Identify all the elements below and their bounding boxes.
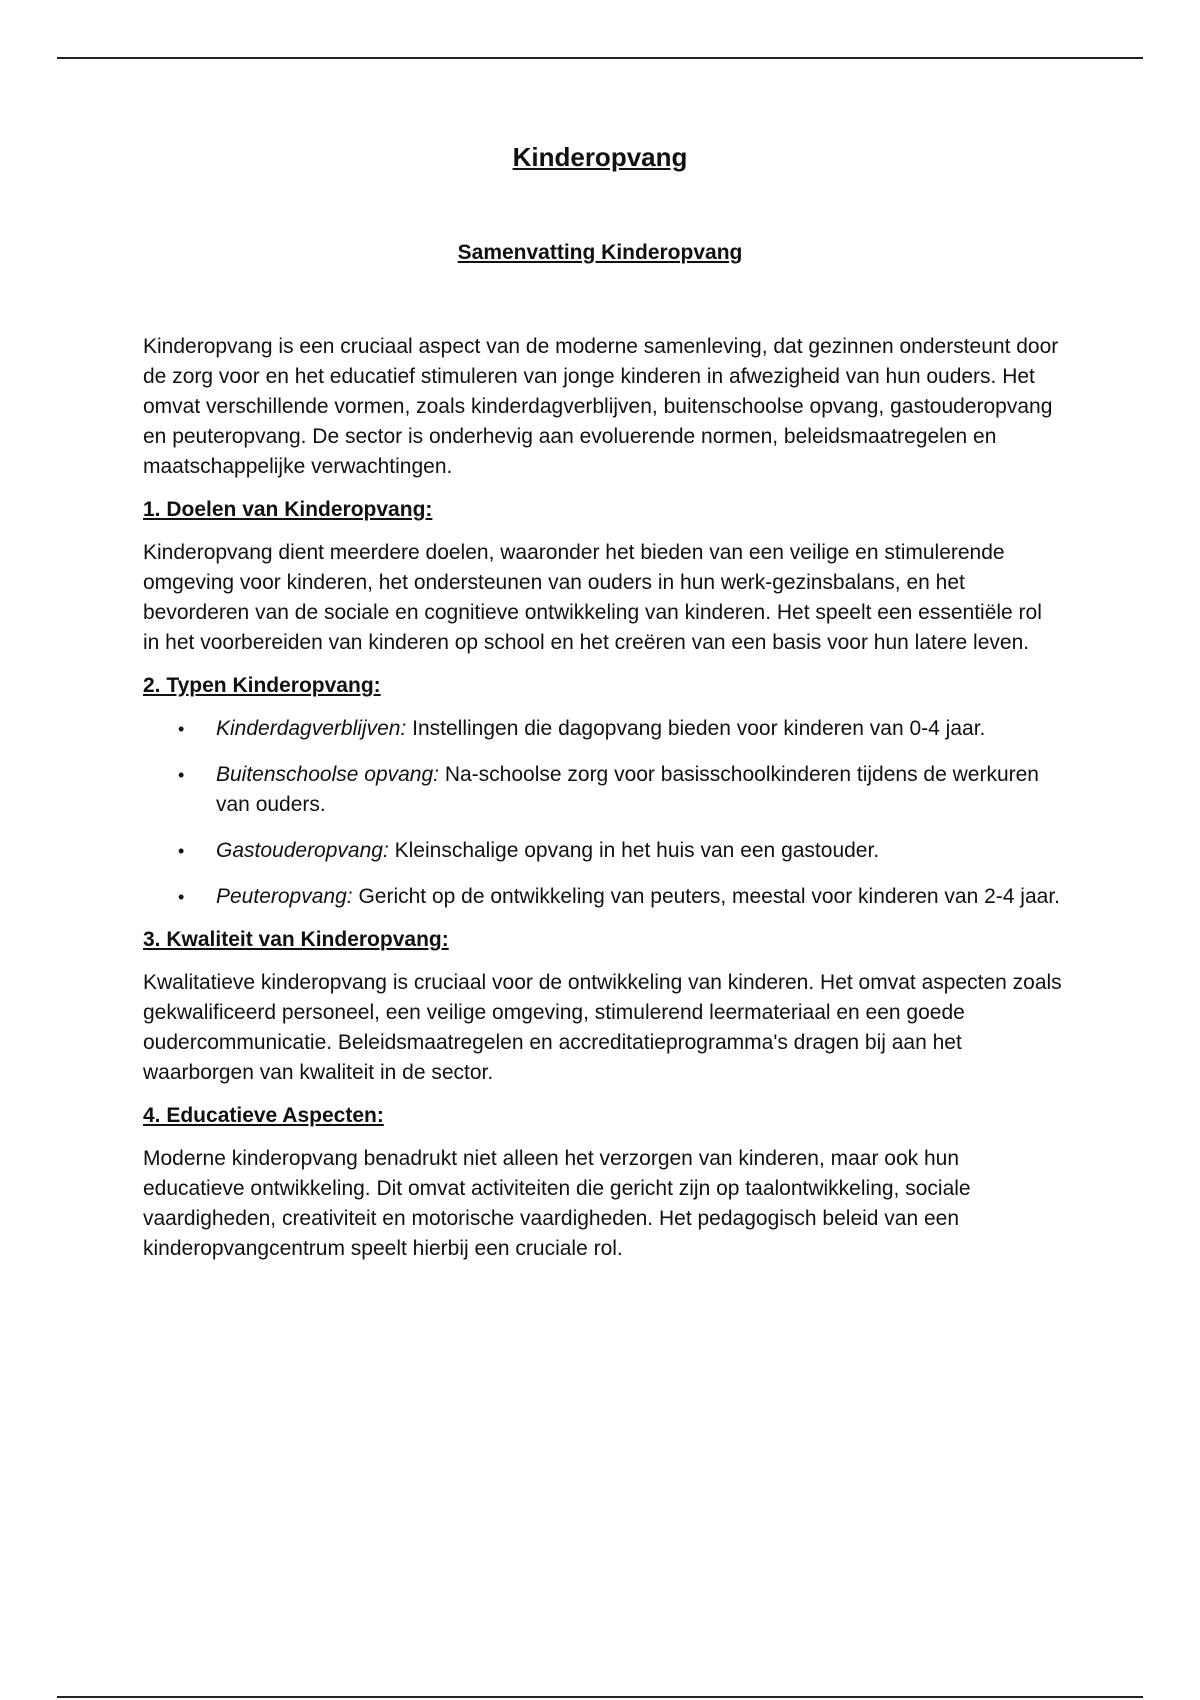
section-text-educatief: Moderne kinderopvang benadrukt niet alleen het verzorgen van kinderen, maar ook hun educatieve ontwikkeling. Dit omvat activiteiten die gericht zijn op taalontwikkeling, sociale vaardigheden, creativiteit en motorische vaardigheden. Het pedagogisch beleid van een kinderopvangcentrum speelt hierbij een cruciale rol. xyxy=(143,1147,971,1260)
intro-paragraph: Kinderopvang is een cruciaal aspect van de moderne samenleving, dat gezinnen ondersteunt door de zorg voor en het educatief stimuleren van jonge kinderen in afwezigheid van hun ouders. Het omvat verschillende vormen, zoals kinderdagverblijven, buitenschoolse opvang, gastouderopvang en peuteropvang. De sector is onderhevig aan evoluerende normen, beleidsmaatregelen en maatschappelijke verwachtingen. xyxy=(143,335,1059,478)
list-item-term: Buitenschoolse opvang: xyxy=(216,763,439,786)
bullet-icon: • xyxy=(178,765,185,785)
section-heading-typen: 2. Typen Kinderopvang: xyxy=(143,674,381,697)
list-item xyxy=(178,760,1063,820)
list-item-text: Kleinschalige opvang in het huis van een gastouder. xyxy=(388,839,880,862)
list-item xyxy=(178,882,1063,912)
document-title: Kinderopvang xyxy=(512,142,688,172)
section-heading-educatief: 4. Educatieve Aspecten: xyxy=(143,1104,384,1127)
list-item xyxy=(178,714,1063,744)
section-heading-doelen: 1. Doelen van Kinderopvang: xyxy=(143,498,433,521)
list-item xyxy=(178,836,1063,866)
bullet-icon: • xyxy=(178,887,185,907)
bullet-icon: • xyxy=(178,841,185,861)
section-text-doelen: Kinderopvang dient meerdere doelen, waaronder het bieden van een veilige en stimulerende omgeving voor kinderen, het ondersteunen van ouders in hun werk-gezinsbalans, en het bevorderen van de sociale en cognitieve ontwikkeling van kinderen. Het speelt een essentiële rol in het voorbereiden van kinderen op school en het creëren van een basis voor hun latere leven. xyxy=(143,541,1042,654)
bullet-icon: • xyxy=(178,719,185,739)
typen-list xyxy=(143,714,1063,912)
section-heading-kwaliteit: 3. Kwaliteit van Kinderopvang: xyxy=(143,928,449,951)
bottom-divider xyxy=(57,1696,1143,1698)
top-divider xyxy=(57,57,1143,59)
document-subtitle: Samenvatting Kinderopvang xyxy=(457,241,743,264)
list-item-text: Instellingen die dagopvang bieden voor kinderen van 0-4 jaar. xyxy=(406,717,986,740)
section-text-kwaliteit: Kwalitatieve kinderopvang is cruciaal voor de ontwikkeling van kinderen. Het omvat aspecten zoals gekwalificeerd personeel, een veilige omgeving, stimulerend leermateriaal en een goede oudercommunicatie. Beleidsmaatregelen en accreditatieprogramma's dragen bij aan het waarborgen van kwaliteit in de sector. xyxy=(143,971,1062,1084)
list-item-text: Na-schoolse zorg voor basisschoolkinderen tijdens de werkuren van ouders. xyxy=(216,763,1039,816)
document-body xyxy=(143,332,1063,1277)
list-item-term: Peuteropvang: xyxy=(216,885,353,908)
list-item-term: Kinderdagverblijven: xyxy=(216,717,407,740)
list-item-text: Gericht op de ontwikkeling van peuters, meestal voor kinderen van 2-4 jaar. xyxy=(352,885,1060,908)
list-item-term: Gastouderopvang: xyxy=(216,839,389,862)
